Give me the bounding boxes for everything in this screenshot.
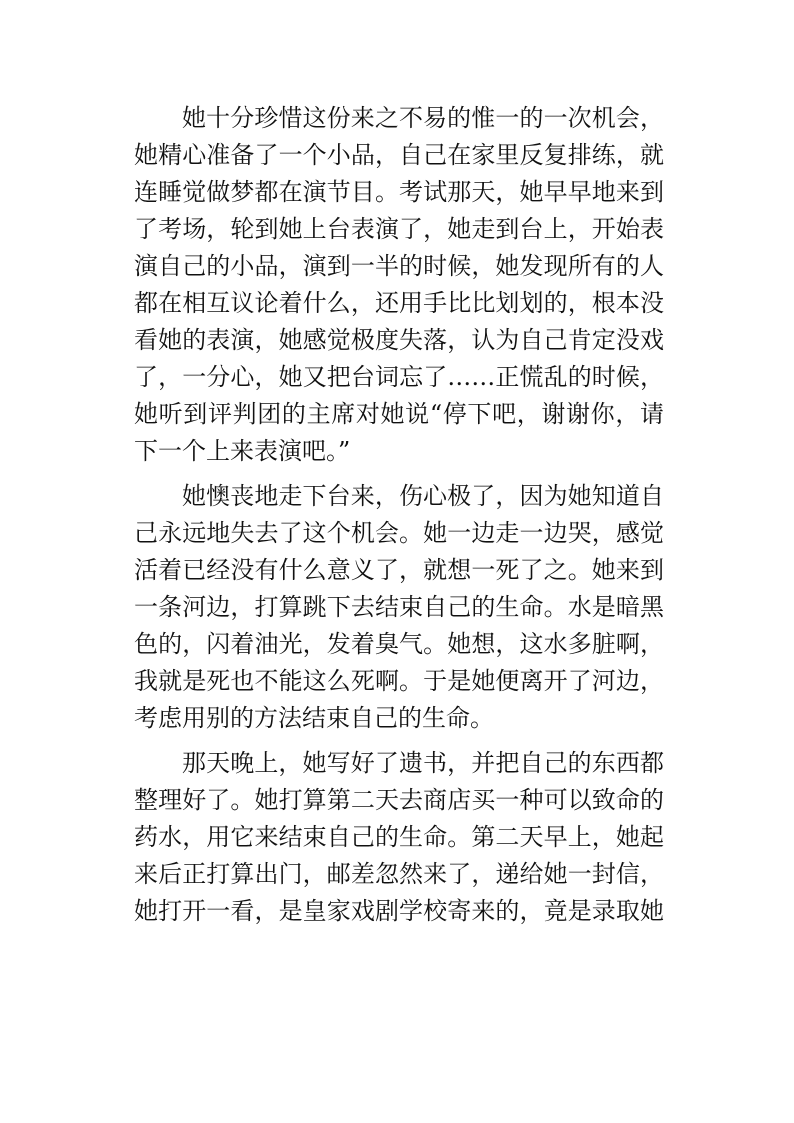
text-line: 她十分珍惜这份来之不易的惟一的一次机会， (182, 104, 664, 132)
text-line: 都在相互议论着什么，还用手比比划划的，根本没 (134, 289, 664, 317)
text-line: 那天晚上，她写好了遗书，并把自己的东西都 (182, 749, 664, 777)
text-line: 她精心准备了一个小品，自己在家里反复排练，就 (134, 141, 664, 169)
text-line: 来后正打算出门，邮差忽然来了，递给她一封信， (134, 860, 664, 888)
text-line: 我就是死也不能这么死啊。于是她便离开了河边， (134, 667, 664, 695)
text-line: 她打开一看，是皇家戏剧学校寄来的，竟是录取她 (134, 897, 664, 925)
text-line: 连睡觉做梦都在演节目。考试那天，她早早地来到 (134, 178, 664, 206)
body-text (134, 100, 664, 938)
text-line: 她懊丧地走下台来，伤心极了，因为她知道自 (182, 482, 664, 510)
text-line: 药水，用它来结束自己的生命。第二天早上，她起 (134, 823, 664, 851)
text-line: 了，一分心，她又把台词忘了……正慌乱的时候， (134, 363, 664, 391)
text-line: 一条河边，打算跳下去结束自己的生命。水是暗黑 (134, 593, 664, 621)
text-line: 己永远地失去了这个机会。她一边走一边哭，感觉 (134, 519, 664, 547)
text-line: 了考场，轮到她上台表演了，她走到台上，开始表 (134, 215, 664, 243)
text-line: 活着已经没有什么意义了，就想一死了之。她来到 (134, 556, 664, 584)
text-line: 看她的表演，她感觉极度失落，认为自己肯定没戏 (134, 326, 664, 354)
paragraph-1 (134, 100, 664, 470)
text-line: 整理好了。她打算第二天去商店买一种可以致命的 (134, 786, 664, 814)
paragraph-3 (134, 745, 664, 930)
text-line: 色的，闪着油光，发着臭气。她想，这水多脏啊， (134, 630, 664, 658)
text-line: 考虑用别的方法结束自己的生命。 (134, 704, 494, 732)
text-line: 演自己的小品，演到一半的时候，她发现所有的人 (134, 252, 664, 280)
paragraph-2 (134, 478, 664, 737)
text-line: 她听到评判团的主席对她说“停下吧，谢谢你，请 (134, 400, 664, 428)
text-line: 下一个上来表演吧。” (134, 437, 351, 465)
